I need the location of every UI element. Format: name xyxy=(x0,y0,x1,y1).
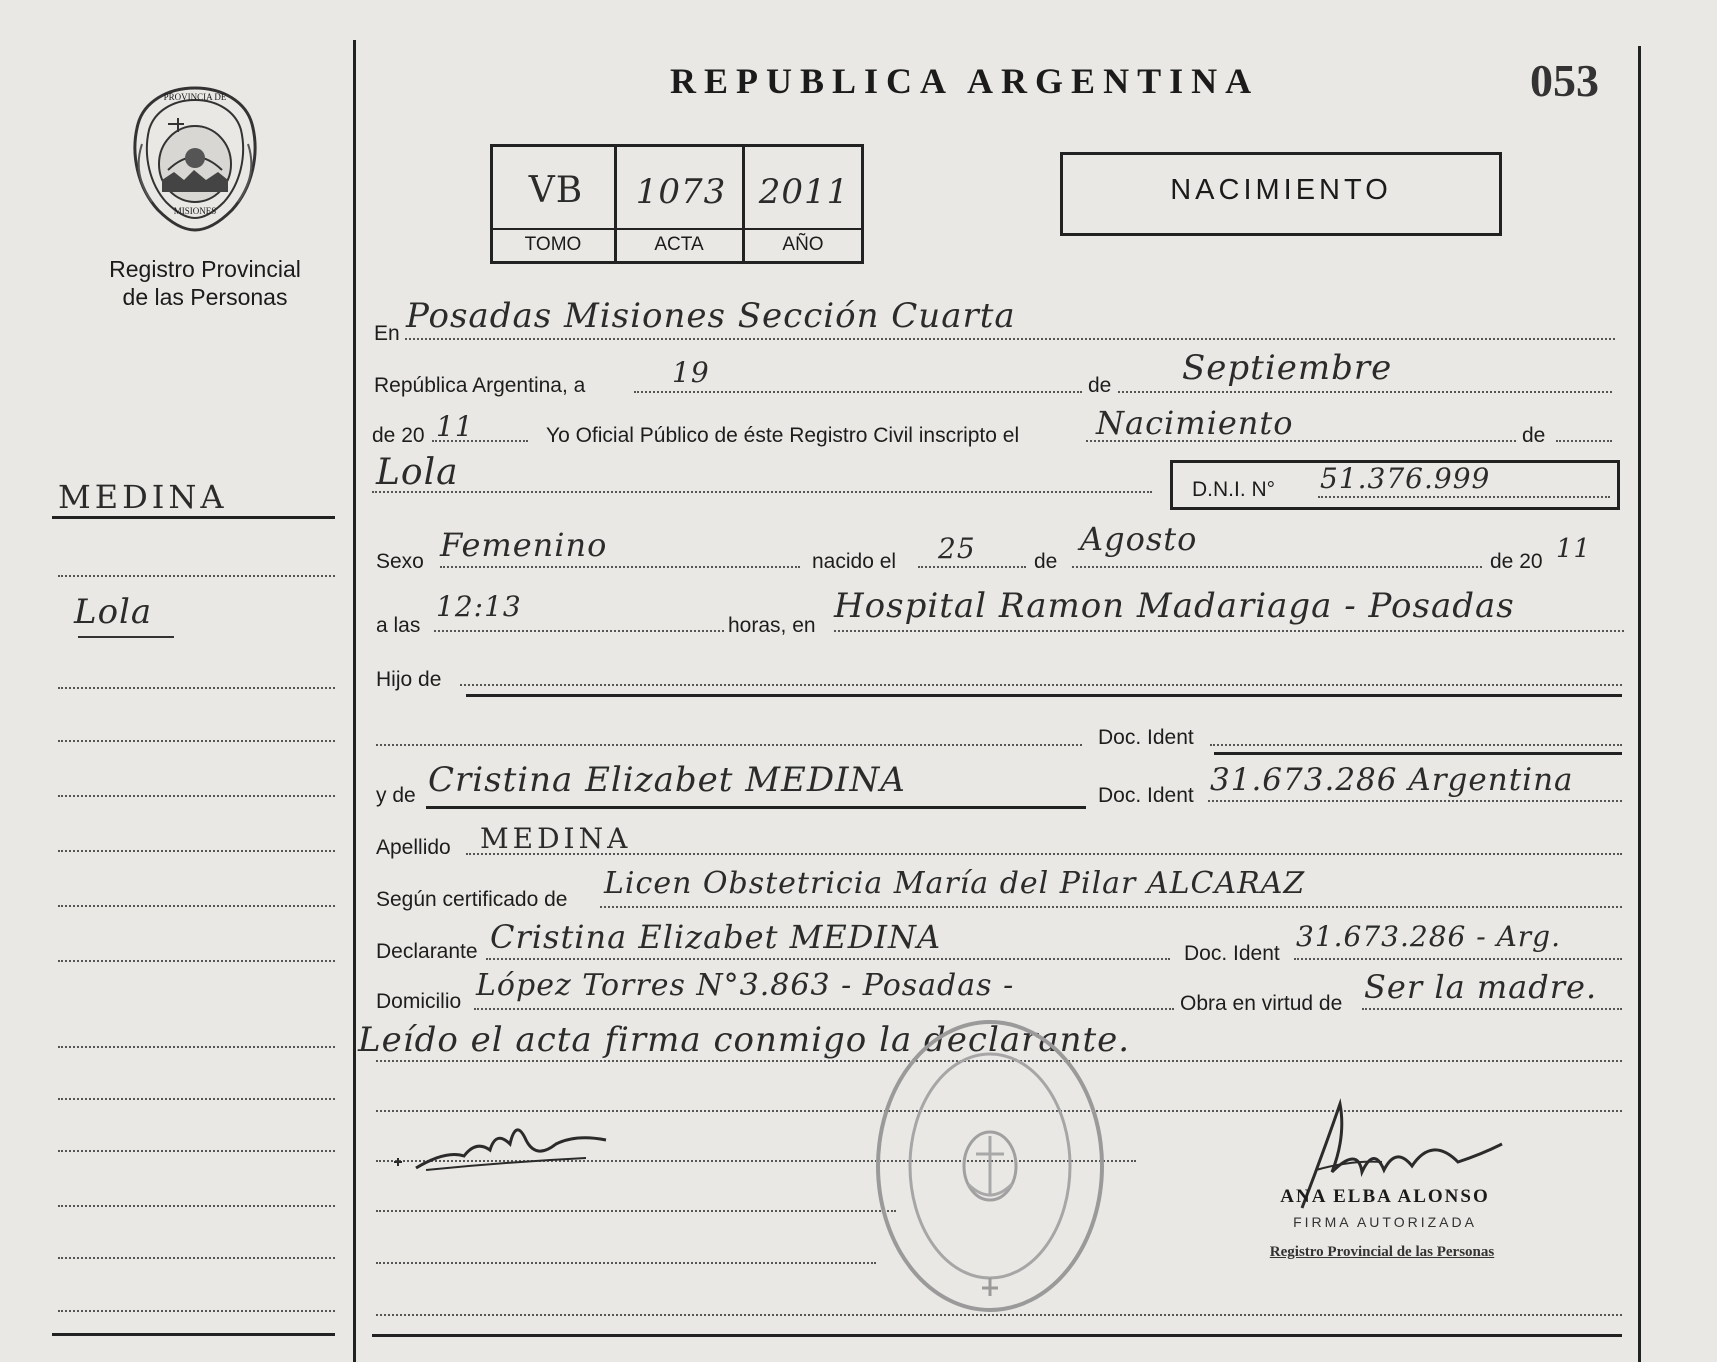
en-label: En xyxy=(374,322,400,345)
oficial-text: Yo Oficial Público de éste Registro Civil inscripto el xyxy=(546,424,1020,447)
inscripto-value: Nacimiento xyxy=(1096,404,1294,442)
en-value: Posadas Misiones Sección Cuarta xyxy=(406,296,1016,336)
margin-dotted-line xyxy=(58,687,335,689)
margin-dotted-line xyxy=(58,575,335,577)
dni-line xyxy=(1318,496,1610,498)
sexo-label: Sexo xyxy=(376,550,424,573)
month-line xyxy=(1118,391,1612,393)
margin-given-name: Lola xyxy=(74,592,153,632)
birth-day: 25 xyxy=(938,532,976,565)
margin-dotted-line xyxy=(58,1046,335,1048)
year-suffix: 11 xyxy=(436,410,474,443)
right-frame-border xyxy=(1638,46,1641,1362)
birth-year-prefix: de 20 xyxy=(1490,550,1543,573)
en-line xyxy=(405,338,1615,340)
birth-month-line xyxy=(1072,566,1482,568)
seal-bottom-text: MISIONES xyxy=(173,206,217,216)
official-name: ANA ELBA ALONSO xyxy=(1280,1186,1490,1207)
margin-bottom-rule xyxy=(52,1333,335,1336)
margin-dotted-line xyxy=(58,905,335,907)
name-line xyxy=(372,491,1152,493)
seal-top-text: PROVINCIA DE xyxy=(163,92,227,102)
segun-line xyxy=(600,906,1622,908)
hijo-strike xyxy=(466,694,1622,697)
record-label-divider xyxy=(490,228,864,230)
nacido-label: nacido el xyxy=(812,550,897,573)
segun-value: Licen Obstetricia María del Pilar ALCARAZ xyxy=(604,866,1306,901)
de-label2: de xyxy=(1522,424,1546,447)
hour-line xyxy=(434,630,724,632)
declarante-line xyxy=(486,958,1170,960)
trailing-line xyxy=(1556,440,1612,442)
official-office: Registro Provincial de las Personas xyxy=(1269,1244,1495,1260)
hijo-line xyxy=(460,684,1622,686)
margin-dotted-line xyxy=(58,1150,335,1152)
registry-name-line2: de las Personas xyxy=(122,284,288,310)
tomo-value: VB xyxy=(528,170,584,211)
registry-stamp xyxy=(872,1016,1108,1316)
alas-label: a las xyxy=(376,614,421,637)
tomo-label: TOMO xyxy=(524,234,582,255)
dni-value: 51.376.999 xyxy=(1320,462,1491,495)
segun-label: Según certificado de xyxy=(376,888,568,911)
doc-type: NACIMIENTO xyxy=(1170,174,1392,206)
domicilio-value: López Torres N°3.863 - Posadas - xyxy=(476,968,1015,1003)
obra-value: Ser la madre. xyxy=(1364,968,1598,1006)
acta-label: ACTA xyxy=(654,234,704,255)
margin-dotted-line xyxy=(58,1310,335,1312)
hijo-label: Hijo de xyxy=(376,668,442,691)
horas-label: horas, en xyxy=(728,614,816,637)
sexo-line xyxy=(440,566,800,568)
closing-value: Leído el acta firma conmigo la declarante. xyxy=(358,1020,1131,1060)
bottom-rule xyxy=(372,1334,1622,1337)
father-doc-strike xyxy=(1214,752,1622,755)
de-label: de xyxy=(1088,374,1112,397)
margin-dotted-line xyxy=(58,960,335,962)
birth-day-line xyxy=(918,566,1026,568)
sexo-value: Femenino xyxy=(440,526,608,564)
left-frame-border xyxy=(353,40,356,1362)
margin-rule xyxy=(52,516,335,519)
year-line xyxy=(432,440,528,442)
apellido-value: MEDINA xyxy=(480,822,632,855)
name-value: Lola xyxy=(376,452,459,493)
margin-dotted-line xyxy=(58,1098,335,1100)
blank-line xyxy=(376,1210,896,1212)
day-value: 19 xyxy=(672,356,710,389)
declarante-doc-value: 31.673.286 - Arg. xyxy=(1296,920,1562,953)
mother-doc-line xyxy=(1208,800,1622,802)
yde-label: y de xyxy=(376,784,416,807)
official-title: FIRMA AUTORIZADA xyxy=(1293,1214,1477,1230)
document-title: REPUBLICA ARGENTINA xyxy=(670,61,1260,101)
father-doc-value-line xyxy=(1210,744,1622,746)
anio-label: AÑO xyxy=(782,234,824,255)
mother-doc-value: 31.673.286 Argentina xyxy=(1210,762,1574,798)
margin-dotted-line xyxy=(58,795,335,797)
day-line xyxy=(634,391,1082,393)
de-label3: de xyxy=(1034,550,1058,573)
margin-dotted-line xyxy=(58,1257,335,1259)
place-value: Hospital Ramon Madariaga - Posadas xyxy=(834,586,1515,626)
apellido-line xyxy=(466,853,1622,855)
apellido-label: Apellido xyxy=(376,836,451,859)
anio-value: 2011 xyxy=(758,172,850,212)
doc-ident-label1: Doc. Ident xyxy=(1098,726,1194,749)
year-prefix: de 20 xyxy=(372,424,425,447)
domicilio-label: Domicilio xyxy=(376,990,462,1013)
doc-ident-label3: Doc. Ident xyxy=(1184,942,1280,965)
page-number: 053 xyxy=(1530,55,1599,106)
acta-value: 1073 xyxy=(635,172,727,212)
hour-value: 12:13 xyxy=(436,590,522,623)
blank-line xyxy=(376,1262,876,1264)
obra-label: Obra en virtud de xyxy=(1180,992,1343,1015)
place-line xyxy=(834,630,1624,632)
margin-dotted-line xyxy=(58,850,335,852)
month-value: Septiembre xyxy=(1182,348,1393,388)
margin-surname: MEDINA xyxy=(58,478,228,516)
declarante-doc-line xyxy=(1294,958,1622,960)
mother-line xyxy=(426,806,1086,809)
dni-label: D.N.I. N° xyxy=(1192,478,1276,501)
margin-given-underline xyxy=(78,636,174,638)
margin-dotted-line xyxy=(58,1205,335,1207)
declarante-value: Cristina Elizabet MEDINA xyxy=(490,918,942,956)
mother-value: Cristina Elizabet MEDINA xyxy=(428,760,906,800)
birth-month: Agosto xyxy=(1080,520,1198,558)
registry-name-line1: Registro Provincial xyxy=(109,256,301,282)
declarant-signature xyxy=(386,1110,636,1180)
declarante-label: Declarante xyxy=(376,940,478,963)
margin-dotted-line xyxy=(58,740,335,742)
doc-ident-label2: Doc. Ident xyxy=(1098,784,1194,807)
birth-year-suffix: 11 xyxy=(1556,534,1592,564)
domicilio-line xyxy=(474,1008,1174,1010)
father-doc-line xyxy=(376,744,1082,746)
republica-label: República Argentina, a xyxy=(374,374,586,397)
obra-line xyxy=(1362,1008,1622,1010)
